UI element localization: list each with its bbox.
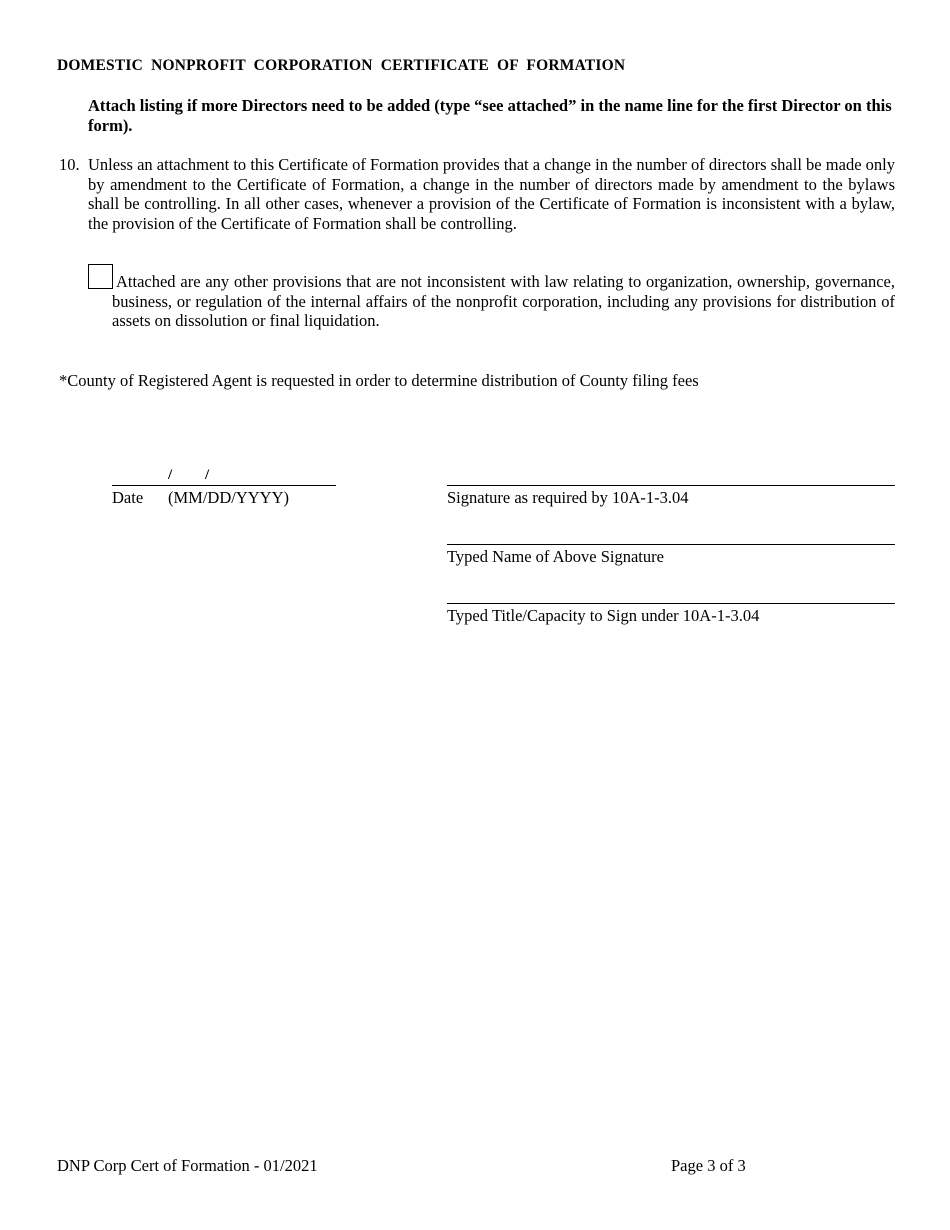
footer-page-number: Page 3 of 3: [671, 1156, 746, 1175]
typed-title-field[interactable]: [447, 583, 899, 605]
item-10-number: 10.: [59, 155, 80, 174]
date-label: Date: [112, 488, 144, 507]
other-provisions-checkbox[interactable]: [88, 264, 113, 289]
date-separator-1: /: [168, 467, 173, 483]
footer-form-id: DNP Corp Cert of Formation - 01/2021: [57, 1156, 318, 1175]
typed-name-field[interactable]: [447, 524, 899, 546]
typed-name-label: Typed Name of Above Signature: [447, 547, 664, 566]
typed-title-label: Typed Title/Capacity to Sign under 10A-1-3.04: [447, 606, 760, 625]
county-footnote: *County of Registered Agent is requested in order to determine distribution of County filing fees: [59, 371, 699, 390]
attach-directors-note: Attach listing if more Directors need to be added (type “see attached” in the name line for the first Director on this form).: [88, 96, 892, 135]
date-field[interactable]: [112, 465, 340, 487]
typed-name-underline: [447, 544, 895, 545]
date-format-hint: (MM/DD/YYYY): [168, 488, 289, 507]
date-separator-2: /: [205, 467, 210, 483]
signature-underline: [447, 485, 895, 486]
signature-label: Signature as required by 10A-1-3.04: [447, 488, 689, 507]
signature-field[interactable]: [447, 465, 899, 487]
item-10-text: Unless an attachment to this Certificate of Formation provides that a change in the number of directors shall be made only by amendment to the Certificate of Formation, a change in the number of directors made by amendment to the bylaws shall be controlling. In all other cases, whenever a provision of the Certificate of Formation is inconsistent with a bylaw, the provision of the Certificate of Formation shall be controlling.: [88, 155, 895, 233]
other-provisions-text: Attached are any other provisions that are not inconsistent with law relating to organization, ownership, governance, business, or regulation of the internal affairs of the nonprofit corporation, including any provisions for distribution of assets on dissolution or final liquidation.: [112, 272, 895, 330]
form-title: DOMESTIC NONPROFIT CORPORATION CERTIFICATE OF FORMATION: [57, 57, 626, 74]
date-underline: [112, 485, 336, 486]
typed-title-underline: [447, 603, 895, 604]
